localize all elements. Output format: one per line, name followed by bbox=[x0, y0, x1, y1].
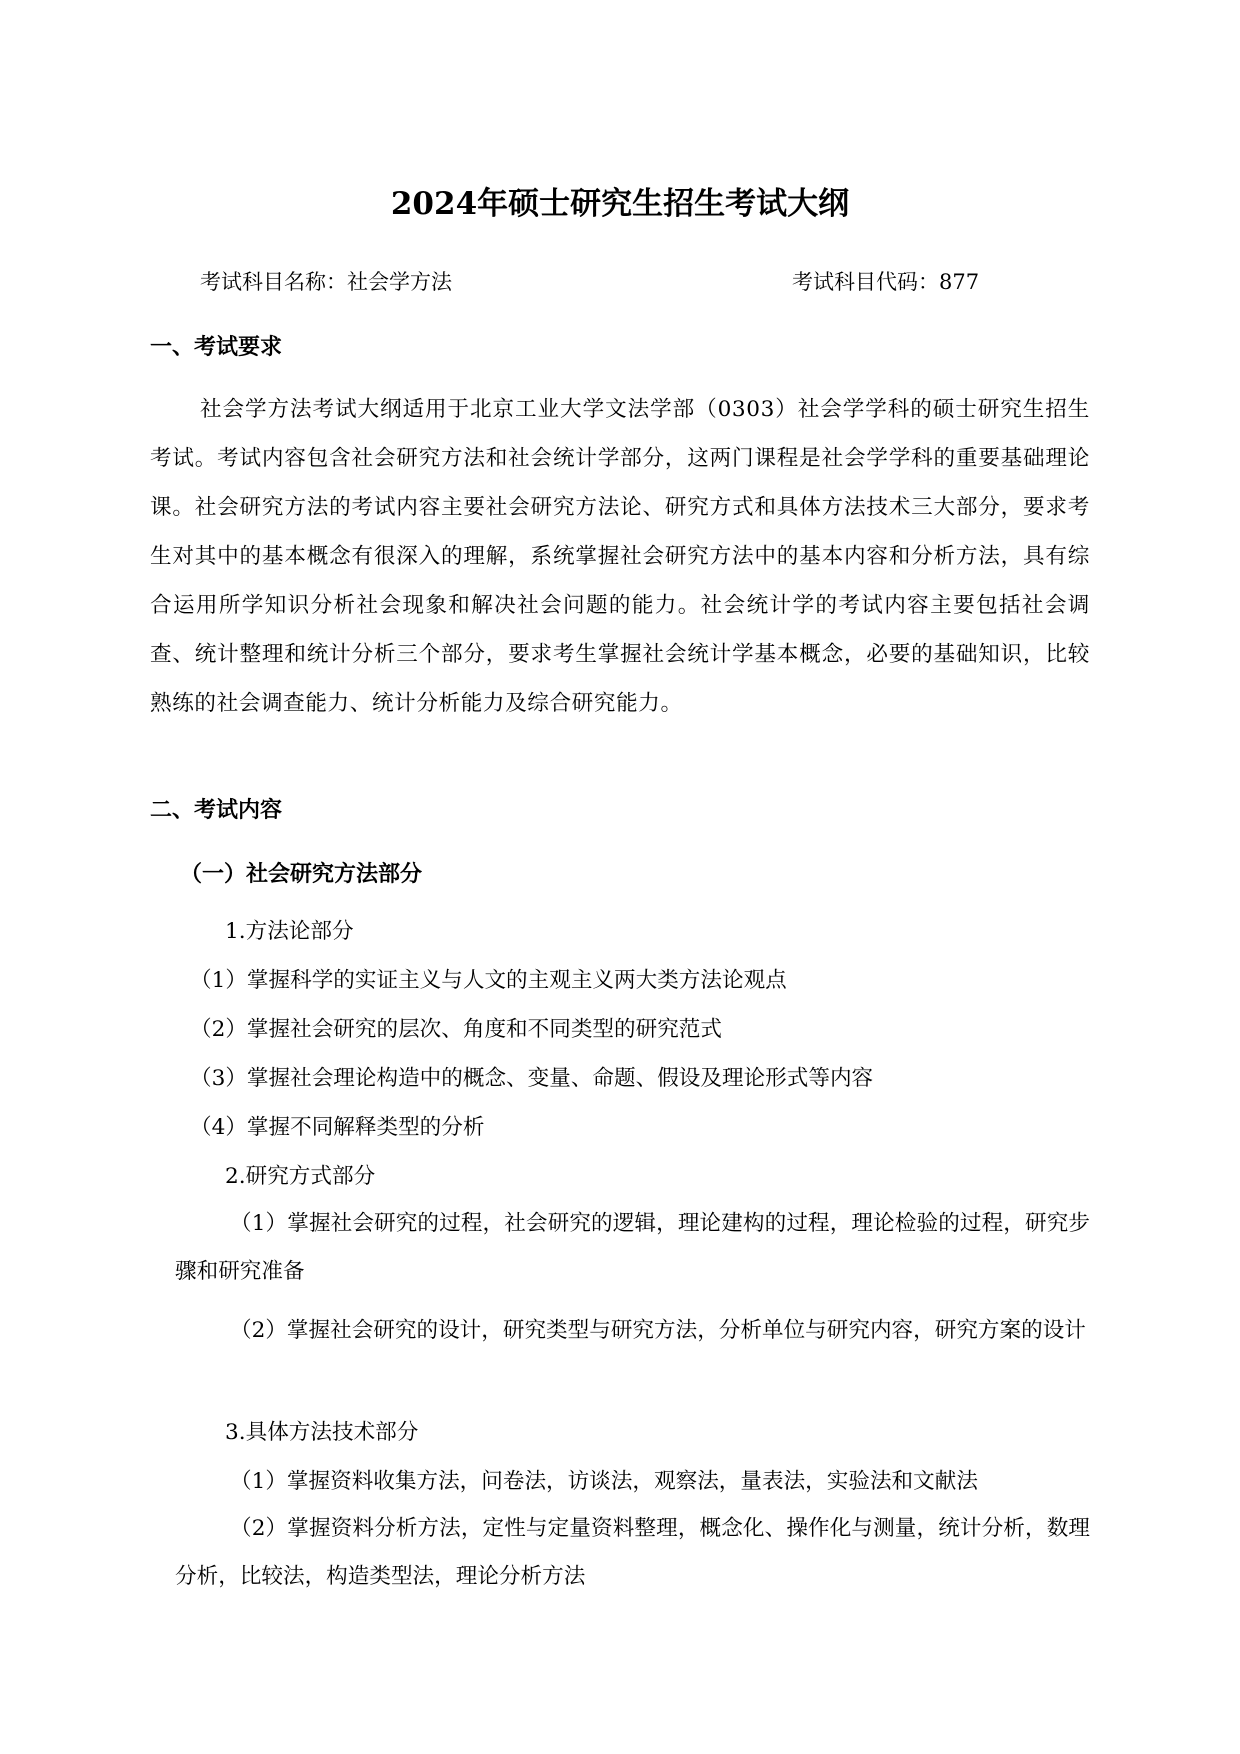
list-item: （2）掌握社会研究的设计，研究类型与研究方法，分析单位与研究内容，研究方案的设计 bbox=[230, 1318, 1086, 1343]
list-item: （2）掌握资料分析方法，定性与定量资料整理，概念化、操作化与测量，统计分析，数理分析，比较法，构造类型法，理论分析方法 bbox=[175, 1516, 1090, 1589]
list-item: （4）掌握不同解释类型的分析 bbox=[190, 1115, 485, 1140]
list-item: （2）掌握社会研究的层次、角度和不同类型的研究范式 bbox=[190, 1017, 722, 1042]
subsection-heading-research-methods: （一）社会研究方法部分 bbox=[180, 861, 423, 887]
section-heading-requirements: 一、考试要求 bbox=[150, 334, 283, 360]
part-title-methodology: 1.方法论部分 bbox=[225, 919, 354, 944]
subject-code: 考试科目代码：877 bbox=[792, 270, 980, 294]
list-item: （1）掌握资料收集方法，问卷法，访谈法，观察法，量表法，实验法和文献法 bbox=[230, 1469, 978, 1494]
part-title-research-approach: 2.研究方式部分 bbox=[225, 1164, 376, 1189]
document-title: 2024年硕士研究生招生考试大纲 bbox=[390, 186, 850, 222]
requirements-paragraph: 社会学方法考试大纲适用于北京工业大学文法学部（0303）社会学学科的硕士研究生招生考试。考试内容包含社会研究方法和社会统计学部分，这两门课程是社会学学科的重要基础理论课。社会研究方法的考试内容主要社会研究方法论、研究方式和具体方法技术三大部分，要求考生对其中的基本概念有很深入的理解，系统掌握社会研究方法中的基本内容和分析方法，具有综合运用所学知识分析社会现象和解决社会问题的能力。社会统计学的考试内容主要包括社会调查、统计整理和统计分析三个部分，要求考生掌握社会统计学基本概念，必要的基础知识，比较熟练的社会调查能力、统计分析能力及综合研究能力。 bbox=[150, 397, 1090, 716]
subject-name: 考试科目名称：社会学方法 bbox=[200, 270, 452, 294]
list-item: （3）掌握社会理论构造中的概念、变量、命题、假设及理论形式等内容 bbox=[190, 1066, 874, 1091]
section-heading-content: 二、考试内容 bbox=[150, 797, 283, 823]
part-title-specific-techniques: 3.具体方法技术部分 bbox=[225, 1420, 419, 1445]
list-item: （1）掌握社会研究的过程，社会研究的逻辑，理论建构的过程，理论检验的过程，研究步骤和研究准备 bbox=[175, 1211, 1090, 1284]
list-item: （1）掌握科学的实证主义与人文的主观主义两大类方法论观点 bbox=[190, 968, 787, 993]
